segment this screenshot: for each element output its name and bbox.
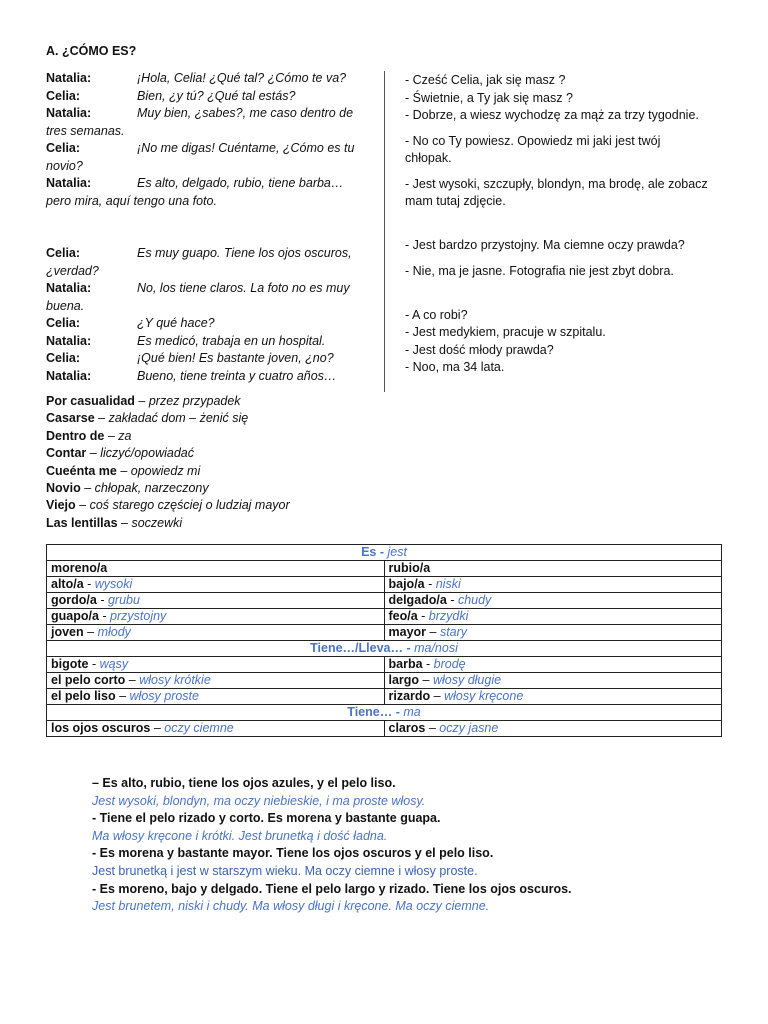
speaker: Natalia: [46, 176, 92, 190]
header-es: Tiene…/Lleva… [310, 641, 403, 655]
line-text-cont: ¿verdad? [46, 263, 99, 278]
line-text: Es medicó, trabaja en un hospital. [137, 333, 326, 348]
vocab-item [46, 393, 290, 410]
dialog-line [46, 350, 366, 368]
example-polish: Ma włosy kręcone i krótki. Jest brunetką i dość ładna. [92, 828, 388, 843]
table-section-header [47, 705, 722, 721]
translation-line: mam tutaj zdjęcie. [405, 194, 506, 208]
dialog-line [46, 333, 366, 351]
header-pl: ma [403, 705, 421, 719]
cell-es: el pelo corto [51, 673, 126, 687]
vocab-translation: chłopak, narzeczony [94, 481, 209, 496]
cell-pl: przystojny [110, 609, 167, 623]
vocab-term: Viejo [46, 498, 76, 513]
example-polish: Jest brunetką i jest w starszym wieku. Ma oczy ciemne i włosy proste. [92, 863, 478, 878]
dialog-line [46, 140, 366, 175]
translation-line: - Świetnie, a Ty jak się masz ? [405, 90, 573, 105]
vocab-translation: przez przypadek [148, 394, 241, 408]
line-text: Es muy guapo. Tiene los ojos oscuros, [137, 246, 352, 260]
line-text-cont: pero mira, aquí tengo una foto. [46, 193, 217, 208]
cell-sep: – [115, 689, 130, 703]
vocab-term: Novio [46, 481, 81, 496]
dialog-line [46, 315, 366, 333]
speaker: Celia: [46, 316, 81, 330]
vocab-sep: – [116, 463, 131, 478]
translation-line: - Jest bardzo przystojny. Ma ciemne oczy prawda? [405, 237, 685, 252]
cell-es: largo [388, 673, 420, 687]
cell-es: rubio/a [388, 561, 431, 575]
speaker: Natalia: [46, 333, 92, 348]
cell-sep: – [83, 625, 98, 639]
table-cell [384, 625, 722, 641]
vocab-term: Dentro de [46, 428, 105, 443]
cell-pl: chudy [457, 593, 492, 607]
cell-es: mayor [388, 625, 427, 639]
cell-sep: – [150, 721, 165, 735]
vocab-sep: – [80, 481, 95, 496]
cell-pl: oczy ciemne [164, 721, 234, 735]
vocab-item [46, 497, 290, 514]
vocab-item [46, 463, 290, 480]
line-text: Bueno, tiene treinta y cuatro años… [137, 368, 337, 383]
header-es: Es [361, 545, 377, 559]
line-text: No, los tiene claros. La foto no es muy [137, 281, 350, 295]
translation-line: - Cześć Celia, jak się masz ? [405, 73, 566, 87]
column-divider [384, 71, 385, 392]
table-row [47, 609, 722, 625]
vocab-sep: – [94, 411, 109, 426]
line-text-cont: tres semanas. [46, 123, 125, 138]
table-cell [384, 609, 722, 625]
translation-line: - No co Ty powiesz. Opowiedz mi jaki jest twój [405, 133, 661, 148]
speaker: Natalia: [46, 281, 92, 295]
description-table [46, 544, 722, 737]
speaker: Celia: [46, 88, 81, 103]
cell-es: delgado/a [388, 593, 447, 607]
dialog-line [46, 245, 366, 280]
table-cell [47, 673, 385, 689]
cell-sep: – [430, 689, 445, 703]
vocab-item [46, 445, 290, 462]
example-sentences [92, 775, 732, 916]
vocab-term: Por casualidad [46, 394, 135, 408]
cell-es: barba [388, 657, 423, 671]
example-polish: Jest brunetem, niski i chudy. Ma włosy długi i kręcone. Ma oczy ciemne. [92, 899, 490, 914]
cell-es: moreno/a [51, 561, 108, 575]
vocab-translation: opowiedz mi [130, 463, 201, 478]
speaker: Celia: [46, 351, 81, 365]
vocab-translation: liczyć/opowiadać [100, 446, 194, 461]
cell-pl: włosy długie [432, 673, 502, 687]
header-sep: - [376, 545, 388, 559]
cell-sep: - [96, 593, 108, 607]
vocab-sep: – [117, 515, 132, 530]
example-spanish: – Es alto, rubio, tiene los ojos azules, y el pelo liso. [92, 776, 396, 790]
table-row [47, 673, 722, 689]
vocab-item [46, 428, 290, 445]
vocab-translation: coś starego częściej o ludziaj mayor [89, 498, 290, 513]
dialog-line [46, 280, 366, 315]
translation-line: chłopak. [405, 151, 452, 165]
dialog-line [46, 368, 366, 386]
cell-sep: - [417, 609, 429, 623]
example-spanish: - Es moreno, bajo y delgado. Tiene el pelo largo y rizado. Tiene los ojos oscuros. [92, 881, 572, 896]
cell-es: gordo/a [51, 593, 97, 607]
table-row [47, 593, 722, 609]
cell-sep: – [125, 673, 140, 687]
vocab-translation: zakładać dom – żenić się [108, 411, 249, 426]
table-cell [47, 689, 385, 705]
cell-sep: - [424, 577, 436, 591]
spanish-dialog [46, 70, 366, 385]
speaker: Celia: [46, 141, 81, 155]
translation-line: - Nie, ma je jasne. Fotografia nie jest zbyt dobra. [405, 264, 674, 278]
dialog-line [46, 175, 366, 210]
table-cell [384, 673, 722, 689]
header-cell [47, 705, 722, 721]
vocab-term: Las lentillas [46, 515, 118, 530]
vocab-term: Casarse [46, 411, 95, 426]
translation-line: - Noo, ma 34 lata. [405, 360, 505, 374]
line-text: ¿Y qué hace? [137, 316, 215, 330]
table-cell [47, 657, 385, 673]
cell-sep: - [446, 593, 458, 607]
dialog-line [46, 88, 366, 106]
header-sep: - [392, 705, 404, 719]
cell-pl: oczy jasne [439, 721, 499, 735]
vocab-item [46, 515, 290, 532]
header-es: Tiene… [347, 705, 393, 719]
vocab-sep: – [104, 428, 119, 443]
line-text-cont: buena. [46, 298, 85, 313]
cell-es: bajo/a [388, 577, 425, 591]
section-heading: A. ¿CÓMO ES? [46, 44, 137, 58]
table-cell [47, 609, 385, 625]
vocab-sep: – [75, 498, 90, 513]
table-cell [384, 689, 722, 705]
cell-es: feo/a [388, 609, 418, 623]
table-row [47, 577, 722, 593]
speaker: Natalia: [46, 71, 92, 85]
cell-sep: – [419, 673, 433, 687]
header-cell [47, 545, 722, 561]
cell-sep: - [83, 577, 95, 591]
table-section-header [47, 641, 722, 657]
cell-es: guapo/a [51, 609, 99, 623]
line-text: Bien, ¿y tú? ¿Qué tal estás? [137, 88, 296, 103]
translation-line: - Jest dość młody prawda? [405, 342, 554, 357]
table-row [47, 721, 722, 737]
cell-pl: brodę [433, 657, 466, 671]
vocab-sep: – [134, 394, 149, 408]
cell-es: los ojos oscuros [51, 721, 151, 735]
header-sep: - [402, 641, 415, 655]
cell-sep: - [88, 657, 100, 671]
cell-pl: wąsy [99, 657, 129, 671]
cell-es: bigote [51, 657, 89, 671]
example-spanish: - Es morena y bastante mayor. Tiene los ojos oscuros y el pelo liso. [92, 846, 494, 861]
line-text: Muy bien, ¿sabes?, me caso dentro de [137, 106, 354, 120]
vocab-term: Cueénta me [46, 463, 117, 478]
header-cell [47, 641, 722, 657]
cell-es: claros [388, 721, 426, 735]
table-cell [384, 577, 722, 593]
line-text: ¡Qué bien! Es bastante joven, ¿no? [137, 351, 334, 365]
cell-sep: - [98, 609, 111, 623]
dialog-line [46, 70, 366, 88]
cell-pl: brzydki [428, 609, 469, 623]
cell-pl: młody [97, 625, 131, 639]
vocab-term: Contar [46, 446, 87, 461]
header-pl: ma/nosi [414, 641, 458, 655]
table-row [47, 625, 722, 641]
translation-line: - Dobrze, a wiesz wychodzę za mąż za trzy tygodnie. [405, 108, 699, 122]
dialog-line [46, 105, 366, 140]
table-row [47, 657, 722, 673]
cell-sep: – [426, 625, 440, 639]
table-cell [47, 593, 385, 609]
vocab-translation: soczewki [131, 515, 183, 530]
speaker: Natalia: [46, 368, 92, 383]
vocabulary-list [46, 393, 290, 532]
cell-pl: grubu [107, 593, 140, 607]
cell-pl: włosy proste [129, 689, 199, 703]
cell-pl: włosy krótkie [139, 673, 211, 687]
cell-es: joven [51, 625, 84, 639]
cell-es: alto/a [51, 577, 84, 591]
table-cell [47, 721, 385, 737]
example-spanish: - Tiene el pelo rizado y corto. Es morena y bastante guapa. [92, 811, 441, 826]
cell-pl: stary [439, 625, 468, 639]
cell-pl: niski [435, 577, 461, 591]
table-cell [384, 721, 722, 737]
table-cell [47, 561, 385, 577]
vocab-translation: za [118, 428, 132, 443]
cell-es: rizardo [388, 689, 431, 703]
cell-pl: wysoki [94, 577, 133, 591]
cell-sep: - [422, 657, 434, 671]
cell-pl: włosy kręcone [444, 689, 524, 703]
speaker: Natalia: [46, 106, 92, 120]
vocab-item [46, 480, 290, 497]
line-text: ¡Hola, Celia! ¿Qué tal? ¿Cómo te va? [137, 71, 347, 85]
line-text: Es alto, delgado, rubio, tiene barba… [137, 176, 344, 190]
vocab-sep: – [86, 446, 101, 461]
example-polish: Jest wysoki, blondyn, ma oczy niebieskie, i ma proste włosy. [92, 793, 426, 808]
table-cell [384, 561, 722, 577]
table-section-header [47, 545, 722, 561]
table-row [47, 561, 722, 577]
table-cell [47, 625, 385, 641]
translation-line: - A co robi? [405, 307, 468, 322]
line-text-cont: novio? [46, 158, 83, 173]
line-text: ¡No me digas! Cuéntame, ¿Cómo es tu [137, 141, 355, 155]
table-cell [384, 593, 722, 609]
table-cell [47, 577, 385, 593]
table-cell [384, 657, 722, 673]
cell-sep: – [425, 721, 440, 735]
translation-line: - Jest medykiem, pracuje w szpitalu. [405, 325, 606, 339]
polish-translation [405, 72, 735, 377]
header-pl: jest [387, 545, 407, 559]
cell-es: el pelo liso [51, 689, 116, 703]
table-row [47, 689, 722, 705]
vocab-item [46, 410, 290, 427]
speaker: Celia: [46, 246, 81, 260]
translation-line: - Jest wysoki, szczupły, blondyn, ma brodę, ale zobacz [405, 176, 708, 191]
